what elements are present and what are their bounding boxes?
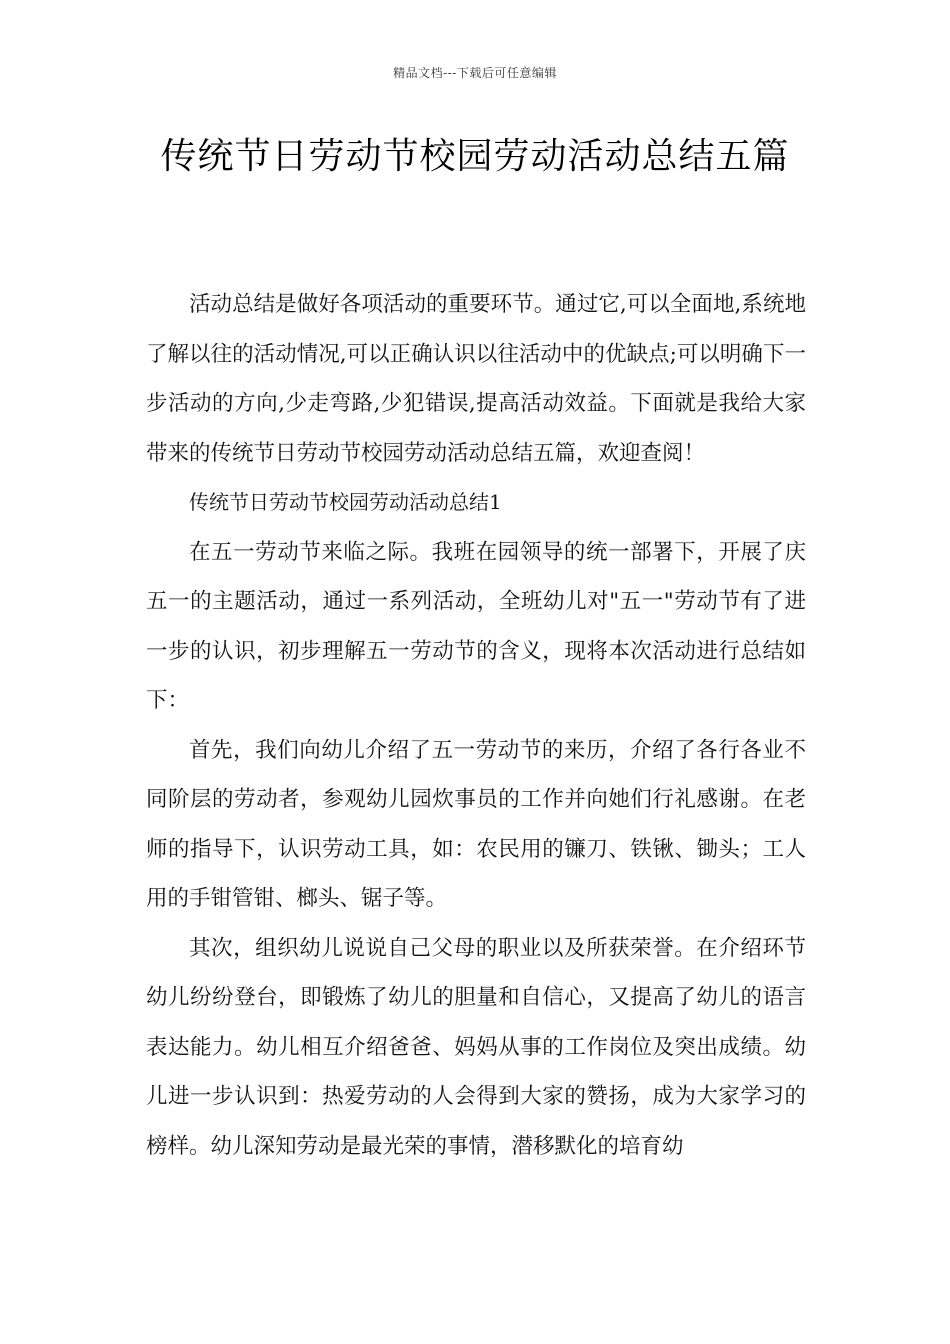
document-body [146,280,806,1171]
header-note: 精品文档---下载后可任意编辑 [393,66,557,80]
document-title: 传统节日劳动节校园劳动活动总结五篇 [160,136,790,177]
body-paragraph: 在五一劳动节来临之际。我班在园领导的统一部署下，开展了庆五一的主题活动，通过一系列活动，全班幼儿对"五一"劳动节有了进一步的认识，初步理解五一劳动节的含义，现将本次活动进行总结如下： [146,539,806,713]
body-paragraph: 其次，组织幼儿说说自己父母的职业以及所获荣誉。在介绍环节幼儿纷纷登台，即锻炼了幼儿的胆量和自信心，又提高了幼儿的语言表达能力。幼儿相互介绍爸爸、妈妈从事的工作岗位及突出成绩。幼儿进一步认识到：热爱劳动的人会得到大家的赞扬，成为大家学习的榜样。幼儿深知劳动是最光荣的事情，潜移默化的培育幼 [146,935,806,1159]
body-paragraph: 首先，我们向幼儿介绍了五一劳动节的来历，介绍了各行各业不同阶层的劳动者，参观幼儿园炊事员的工作并向她们行礼感谢。在老师的指导下，认识劳动工具，如：农民用的镰刀、铁锹、锄头；工人用的手钳管钳、榔头、锯子等。 [146,737,806,911]
intro-paragraph: 活动总结是做好各项活动的重要环节。通过它,可以全面地,系统地了解以往的活动情况,可以正确认识以往活动中的优缺点;可以明确下一步活动的方向,少走弯路,少犯错误,提高活动效益。下面就是我给大家带来的传统节日劳动节校园劳动活动总结五篇，欢迎查阅！ [146,292,806,466]
section-heading: 传统节日劳动节校园劳动活动总结1 [189,490,502,514]
